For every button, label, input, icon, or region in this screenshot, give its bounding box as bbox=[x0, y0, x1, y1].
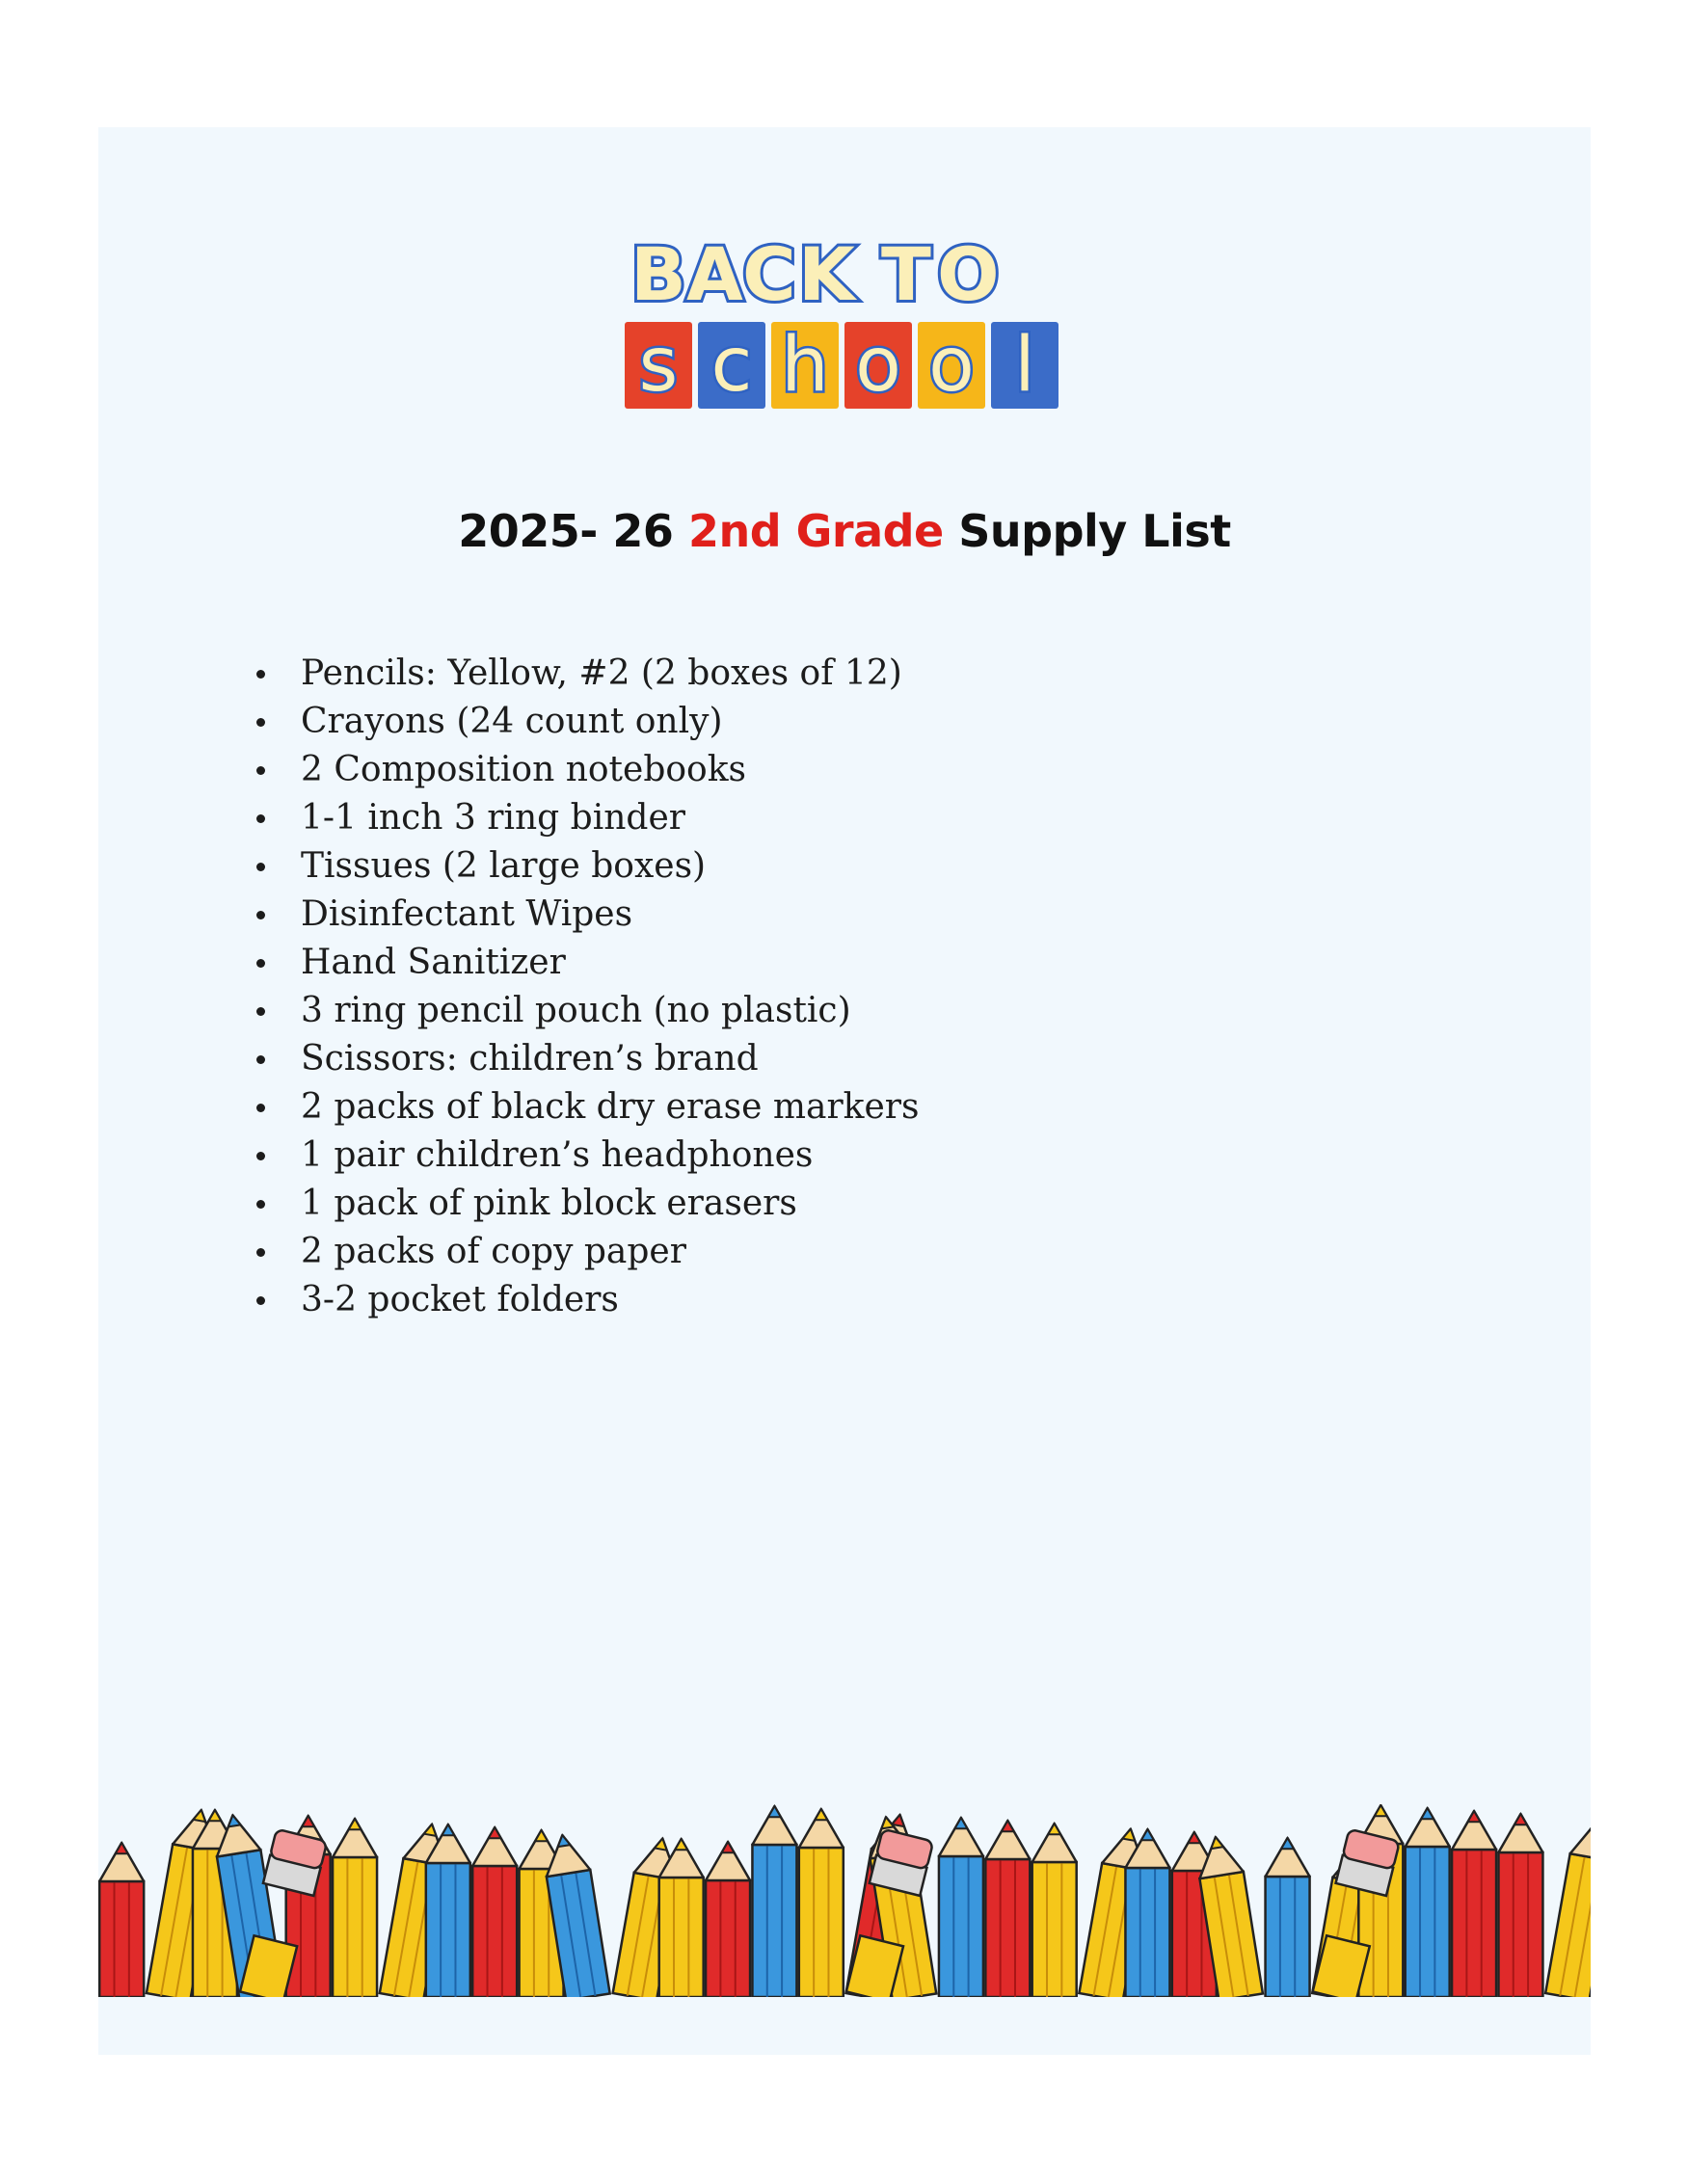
list-item: Hand Sanitizer bbox=[251, 939, 919, 987]
pencil bbox=[99, 1843, 144, 1997]
pencil bbox=[985, 1821, 1030, 1997]
list-item: Tissues (2 large boxes) bbox=[251, 842, 919, 891]
list-item: 1 pack of pink block erasers bbox=[251, 1180, 919, 1228]
list-item: 3-2 pocket folders bbox=[251, 1276, 919, 1324]
list-item: 1-1 inch 3 ring binder bbox=[251, 794, 919, 842]
logo-letter: T bbox=[881, 231, 931, 317]
supply-list-page bbox=[98, 127, 1591, 2055]
pencil bbox=[333, 1819, 377, 1997]
page-title bbox=[98, 505, 1591, 557]
school-tiles bbox=[625, 322, 1058, 409]
logo-letter: o bbox=[855, 322, 901, 409]
list-item: Pencils: Yellow, #2 (2 boxes of 12) bbox=[251, 650, 919, 698]
pencil bbox=[1452, 1811, 1496, 1997]
pencil bbox=[1498, 1814, 1542, 1997]
list-item: Disinfectant Wipes bbox=[251, 891, 919, 939]
pencil bbox=[799, 1809, 844, 1997]
logo-letter: h bbox=[781, 322, 829, 409]
logo-letter: s bbox=[638, 322, 679, 409]
pencil bbox=[1406, 1808, 1450, 1997]
list-item: Crayons (24 count only) bbox=[251, 698, 919, 746]
pencil bbox=[752, 1806, 796, 1997]
logo-letter: o bbox=[928, 322, 975, 409]
list-item: 3 ring pencil pouch (no plastic) bbox=[251, 987, 919, 1035]
logo-letter: A bbox=[686, 231, 743, 317]
logo-letter: c bbox=[710, 322, 753, 409]
pencil bbox=[706, 1842, 750, 1997]
logo-letter: C bbox=[742, 231, 796, 317]
logo-letter: l bbox=[1014, 322, 1035, 409]
back-to-line bbox=[630, 231, 1000, 317]
list-item: 2 Composition notebooks bbox=[251, 746, 919, 794]
list-item: 2 packs of black dry erase markers bbox=[251, 1083, 919, 1132]
pencil bbox=[939, 1818, 983, 1997]
pencil bbox=[426, 1824, 470, 1997]
pencil bbox=[1032, 1824, 1077, 1997]
back-to-school-logo bbox=[619, 221, 1062, 442]
pencil bbox=[472, 1827, 517, 1997]
title-grade: 2nd Grade bbox=[687, 505, 944, 557]
pencil bbox=[1266, 1838, 1310, 1997]
pencil-border-illustration bbox=[98, 1804, 1591, 1997]
pencil bbox=[1125, 1829, 1169, 1997]
list-item: 2 packs of copy paper bbox=[251, 1228, 919, 1276]
supply-list bbox=[251, 650, 919, 1324]
list-item: 1 pair children’s headphones bbox=[251, 1132, 919, 1180]
pencil bbox=[1545, 1816, 1591, 1997]
title-suffix: Supply List bbox=[943, 505, 1231, 557]
logo-letter: K bbox=[798, 231, 855, 317]
logo-letter: O bbox=[937, 231, 1000, 317]
logo-letter: B bbox=[630, 231, 686, 317]
list-item: Scissors: children’s brand bbox=[251, 1035, 919, 1083]
title-year: 2025- 26 bbox=[458, 505, 688, 557]
